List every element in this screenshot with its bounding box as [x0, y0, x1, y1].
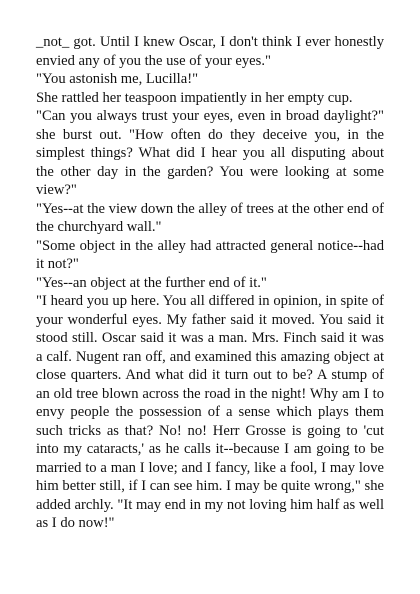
paragraph-1: _not_ got. Until I knew Oscar, I don't think I ever honestly envied any of you the use of your eyes." [36, 34, 384, 69]
paragraph-7: "Yes--an object at the further end of it." [36, 274, 267, 291]
paragraph-2: "You astonish me, Lucilla!" [36, 71, 199, 87]
paragraph-8: "I heard you up here. You all differed in opinion, in spite of your wonderful eyes. My father said it moved. You said it stood still. Oscar said it was a man. Mrs. Finch said it was a calf. Nugent ran off, and examined this amazing object at close quarters. And what did it turn out to be? A stump of an old tree blown across the road in the night! Why am I to envy people the possession of a sense which plays them such tricks as that? No! no! Herr Grosse is going to 'cut into my cataracts,' as he calls it--because I am going to be married to a man I love; and I fancy, like a fool, I may love him better still, if I can see him. I may be quite wrong," she added archly. "It may end in my not loving him half as well as I do now!" [36, 293, 384, 531]
book-page-text [36, 33, 384, 533]
paragraph-6: "Some object in the alley had attracted general notice--had it not?" [36, 237, 384, 272]
paragraph-5: "Yes--at the view down the alley of trees at the other end of the churchyard wall." [36, 200, 384, 235]
paragraph-3: She rattled her teaspoon impatiently in her empty cup. [36, 89, 353, 106]
paragraph-4: "Can you always trust your eyes, even in broad daylight?" she burst out. "How often do they deceive you, in the simplest things? What did I hear you all disputing about the other day in the garden? You were looking at some view?" [36, 108, 384, 198]
